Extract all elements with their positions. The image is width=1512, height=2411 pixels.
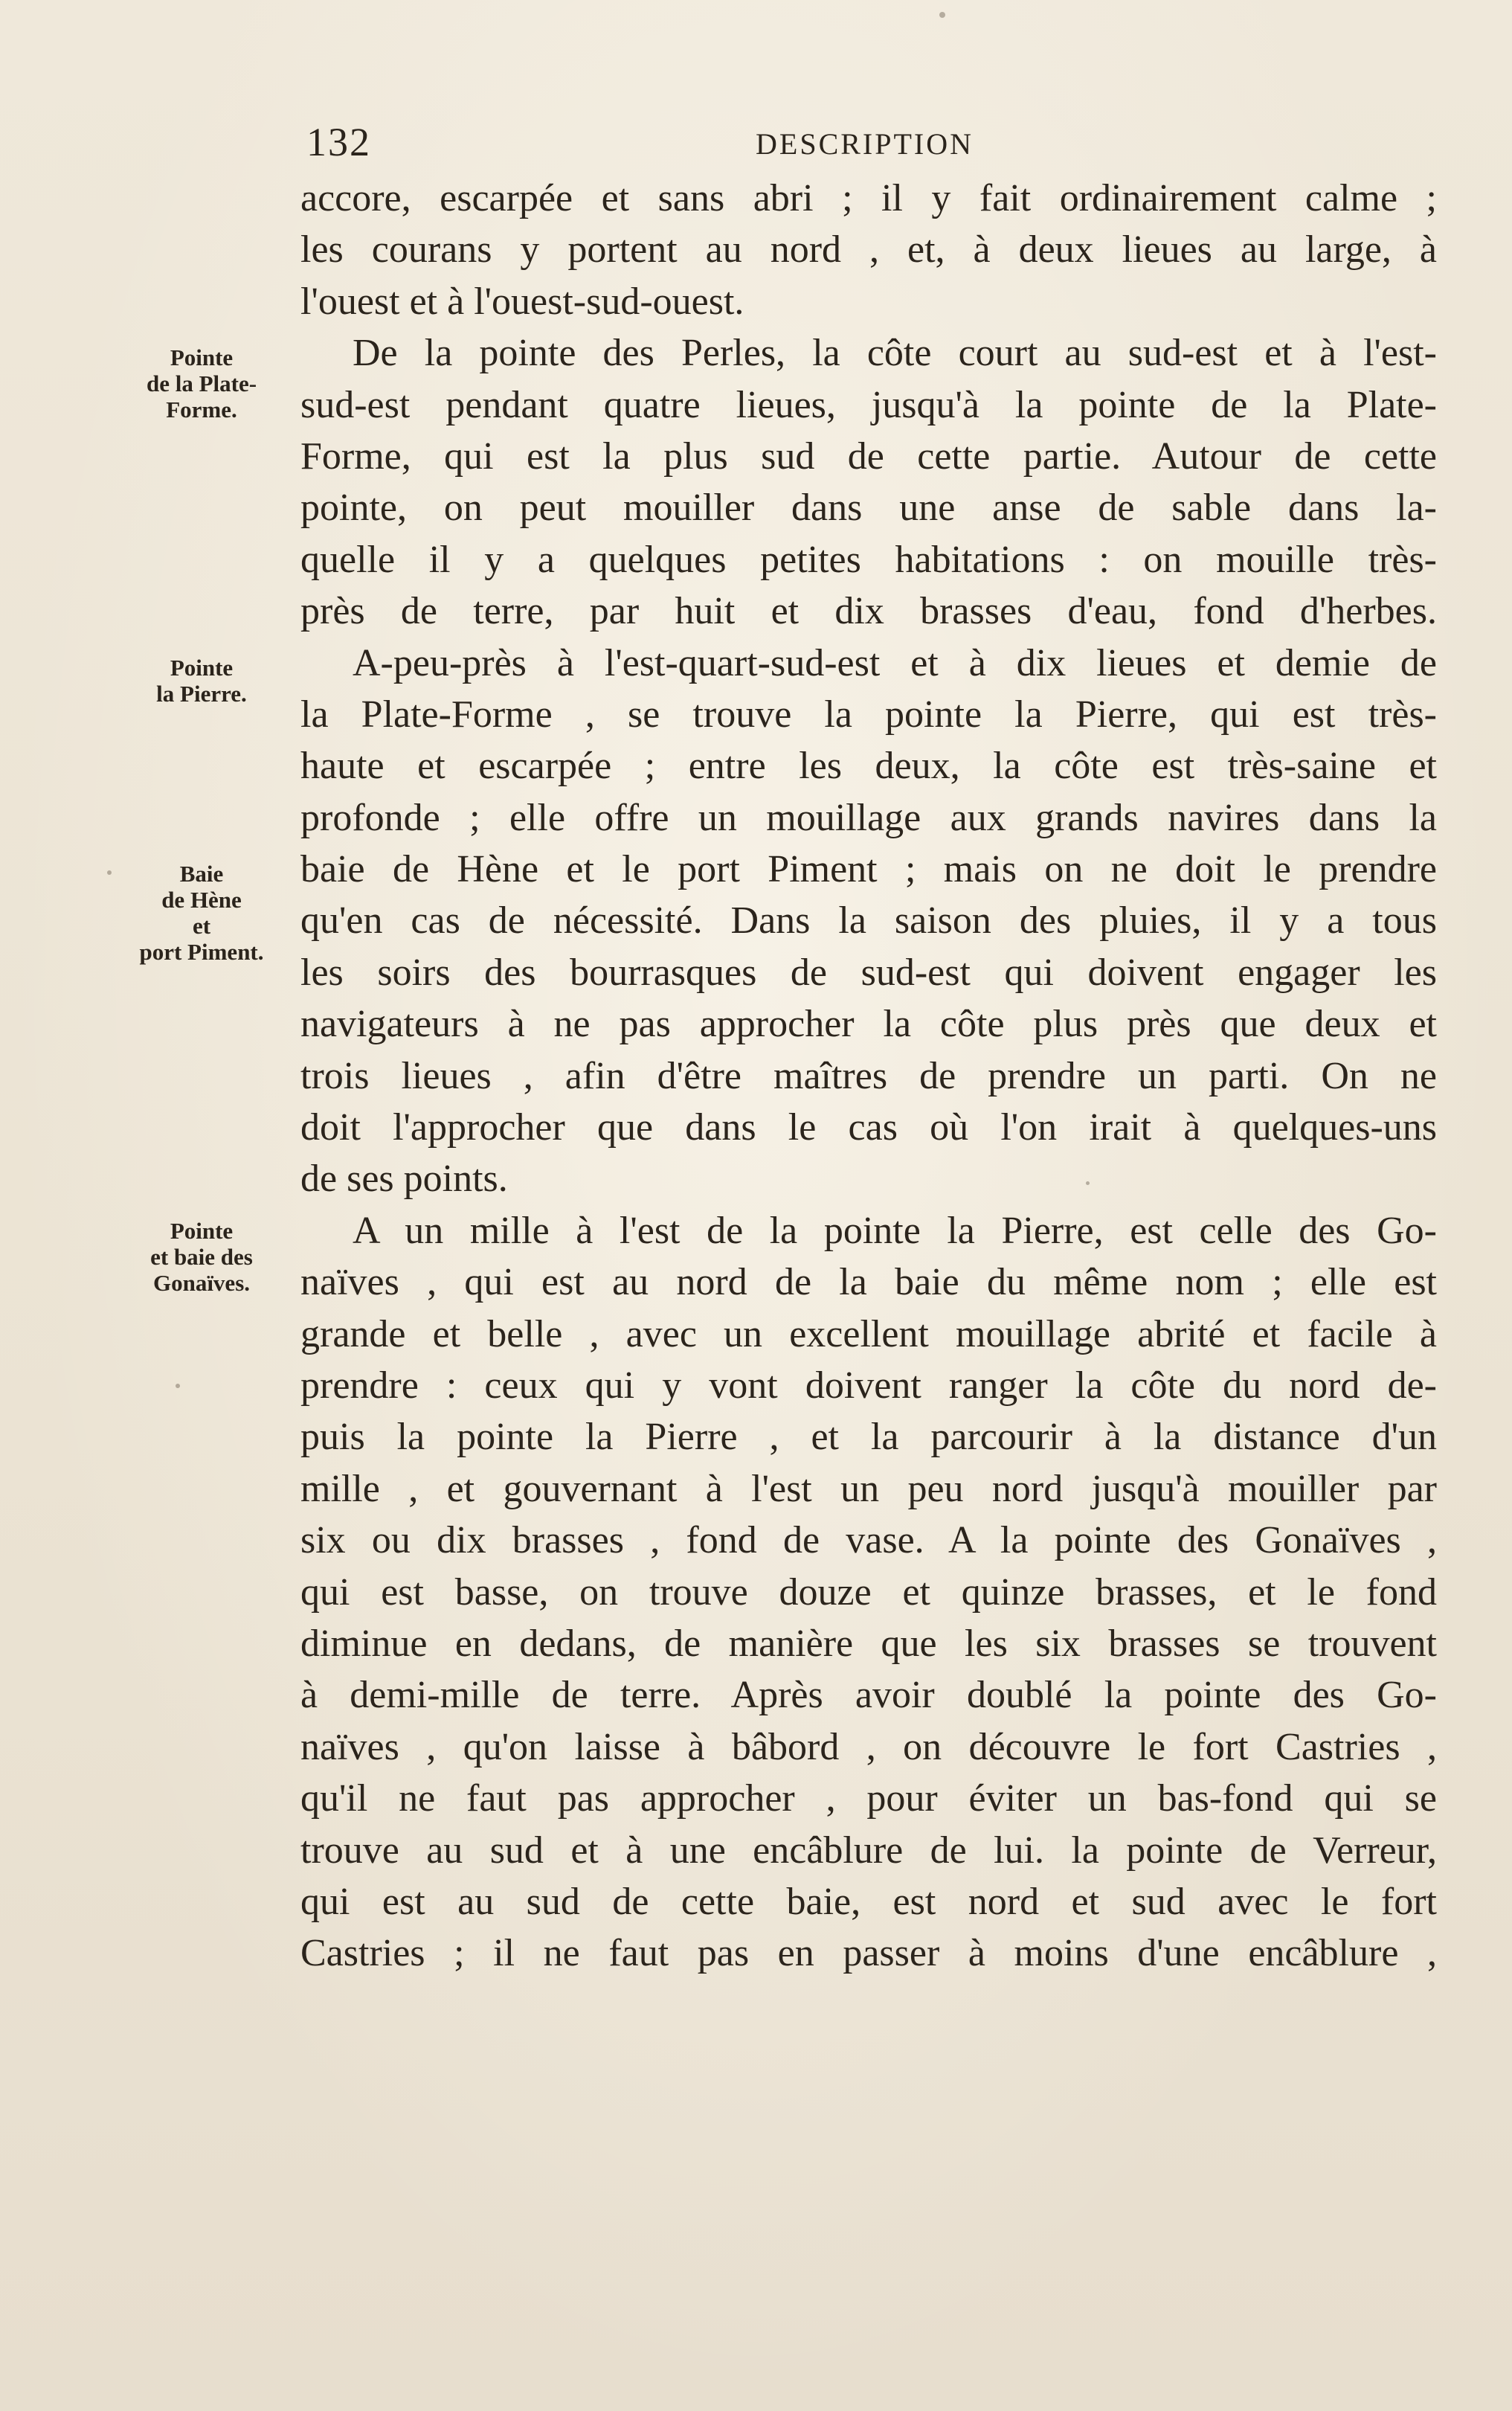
margin-note-line: Pointe xyxy=(170,1218,234,1244)
text-line: sud-est pendant quatre lieues, jusqu'à la pointe de la Plate- xyxy=(300,383,1437,426)
running-head: DESCRIPTION xyxy=(756,127,974,161)
margin-note-line: de Hène xyxy=(161,887,242,913)
paper-speck xyxy=(176,1384,180,1388)
text-line: trois lieues , afin d'être maîtres de prendre un parti. On ne xyxy=(300,1054,1437,1097)
text-line: Castries ; il ne faut pas en passer à moins d'une encâblure , xyxy=(300,1932,1437,1975)
text-line: près de terre, par huit et dix brasses d'eau, fond d'herbes. xyxy=(300,590,1437,633)
text-line: naïves , qu'on laisse à bâbord , on découvre le fort Castries , xyxy=(300,1725,1437,1768)
text-line: baie de Hène et le port Piment ; mais on ne doit le prendre xyxy=(300,848,1437,891)
paper-speck xyxy=(939,12,945,18)
margin-note-gonaives xyxy=(119,1218,284,1296)
paper-speck xyxy=(107,870,112,875)
text-line: l'ouest et à l'ouest-sud-ouest. xyxy=(300,280,744,323)
margin-note-plate-forme xyxy=(119,344,284,423)
text-line: les soirs des bourrasques de sud-est qui doivent engager les xyxy=(300,951,1437,994)
text-line: qu'en cas de nécessité. Dans la saison des pluies, il y a tous xyxy=(300,899,1437,943)
text-line: A un mille à l'est de la pointe la Pierre, est celle des Go- xyxy=(353,1209,1437,1252)
text-line: doit l'approcher que dans le cas où l'on irait à quelques-uns xyxy=(300,1106,1437,1149)
text-line: six ou dix brasses , fond de vase. A la pointe des Gonaïves , xyxy=(300,1519,1437,1562)
margin-note-baie-de-hene xyxy=(119,861,284,965)
text-line: mille , et gouvernant à l'est un peu nord jusqu'à mouiller par xyxy=(300,1467,1437,1510)
text-line: quelle il y a quelques petites habitations : on mouille très- xyxy=(300,538,1437,581)
text-line: haute et escarpée ; entre les deux, la côte est très-saine et xyxy=(300,745,1437,788)
paper-speck xyxy=(1086,1181,1090,1185)
text-line: prendre : ceux qui y vont doivent ranger la côte du nord de- xyxy=(300,1364,1437,1407)
margin-note-la-pierre xyxy=(119,655,284,707)
text-line: navigateurs à ne pas approcher la côte plus près que deux et xyxy=(300,1003,1437,1046)
margin-note-line: Pointe xyxy=(170,344,234,370)
margin-note-line: Baie xyxy=(179,861,224,887)
text-line: puis la pointe la Pierre , et la parcourir à la distance d'un xyxy=(300,1416,1437,1459)
text-line: qui est basse, on trouve douze et quinze brasses, et le fond xyxy=(300,1570,1437,1614)
margin-note-line: Pointe xyxy=(170,655,234,681)
margin-note-line: Gonaïves. xyxy=(152,1270,251,1296)
page-number: 132 xyxy=(306,120,371,164)
text-line: qu'il ne faut pas approcher , pour éviter un bas-fond qui se xyxy=(300,1777,1437,1820)
text-line: qui est au sud de cette baie, est nord et sud avec le fort xyxy=(300,1880,1437,1923)
text-line: A-peu-près à l'est-quart-sud-est et à dix lieues et demie de xyxy=(353,641,1437,684)
text-line: de ses points. xyxy=(300,1158,508,1201)
margin-note-line: port Piment. xyxy=(139,939,264,965)
text-line: pointe, on peut mouiller dans une anse de sable dans la- xyxy=(300,487,1437,530)
margin-note-line: et xyxy=(192,913,211,939)
text-line: naïves , qui est au nord de la baie du même nom ; elle est xyxy=(300,1261,1437,1304)
text-line: la Plate-Forme , se trouve la pointe la Pierre, qui est très- xyxy=(300,693,1437,736)
text-line: les courans y portent au nord , et, à deux lieues au large, à xyxy=(300,228,1437,272)
page-header xyxy=(300,119,1438,164)
text-line: trouve au sud et à une encâblure de lui. la pointe de Verreur, xyxy=(300,1829,1437,1872)
margin-note-line: Forme. xyxy=(166,397,237,423)
text-line: Forme, qui est la plus sud de cette partie. Autour de cette xyxy=(300,434,1437,478)
text-line: grande et belle , avec un excellent mouillage abrité et facile à xyxy=(300,1312,1437,1355)
text-line: à demi-mille de terre. Après avoir doublé la pointe des Go- xyxy=(300,1674,1437,1717)
margin-note-line: de la Plate- xyxy=(146,370,257,397)
text-line: accore, escarpée et sans abri ; il y fait ordinairement calme ; xyxy=(300,177,1437,219)
text-line: profonde ; elle offre un mouillage aux grands navires dans la xyxy=(300,796,1437,839)
body-text xyxy=(300,173,1437,1980)
text-line: diminue en dedans, de manière que les six brasses se trouvent xyxy=(300,1622,1437,1665)
margin-note-line: et baie des xyxy=(150,1244,253,1270)
text-line: De la pointe des Perles, la côte court au sud-est et à l'est- xyxy=(353,332,1437,375)
margin-note-line: la Pierre. xyxy=(156,681,247,707)
